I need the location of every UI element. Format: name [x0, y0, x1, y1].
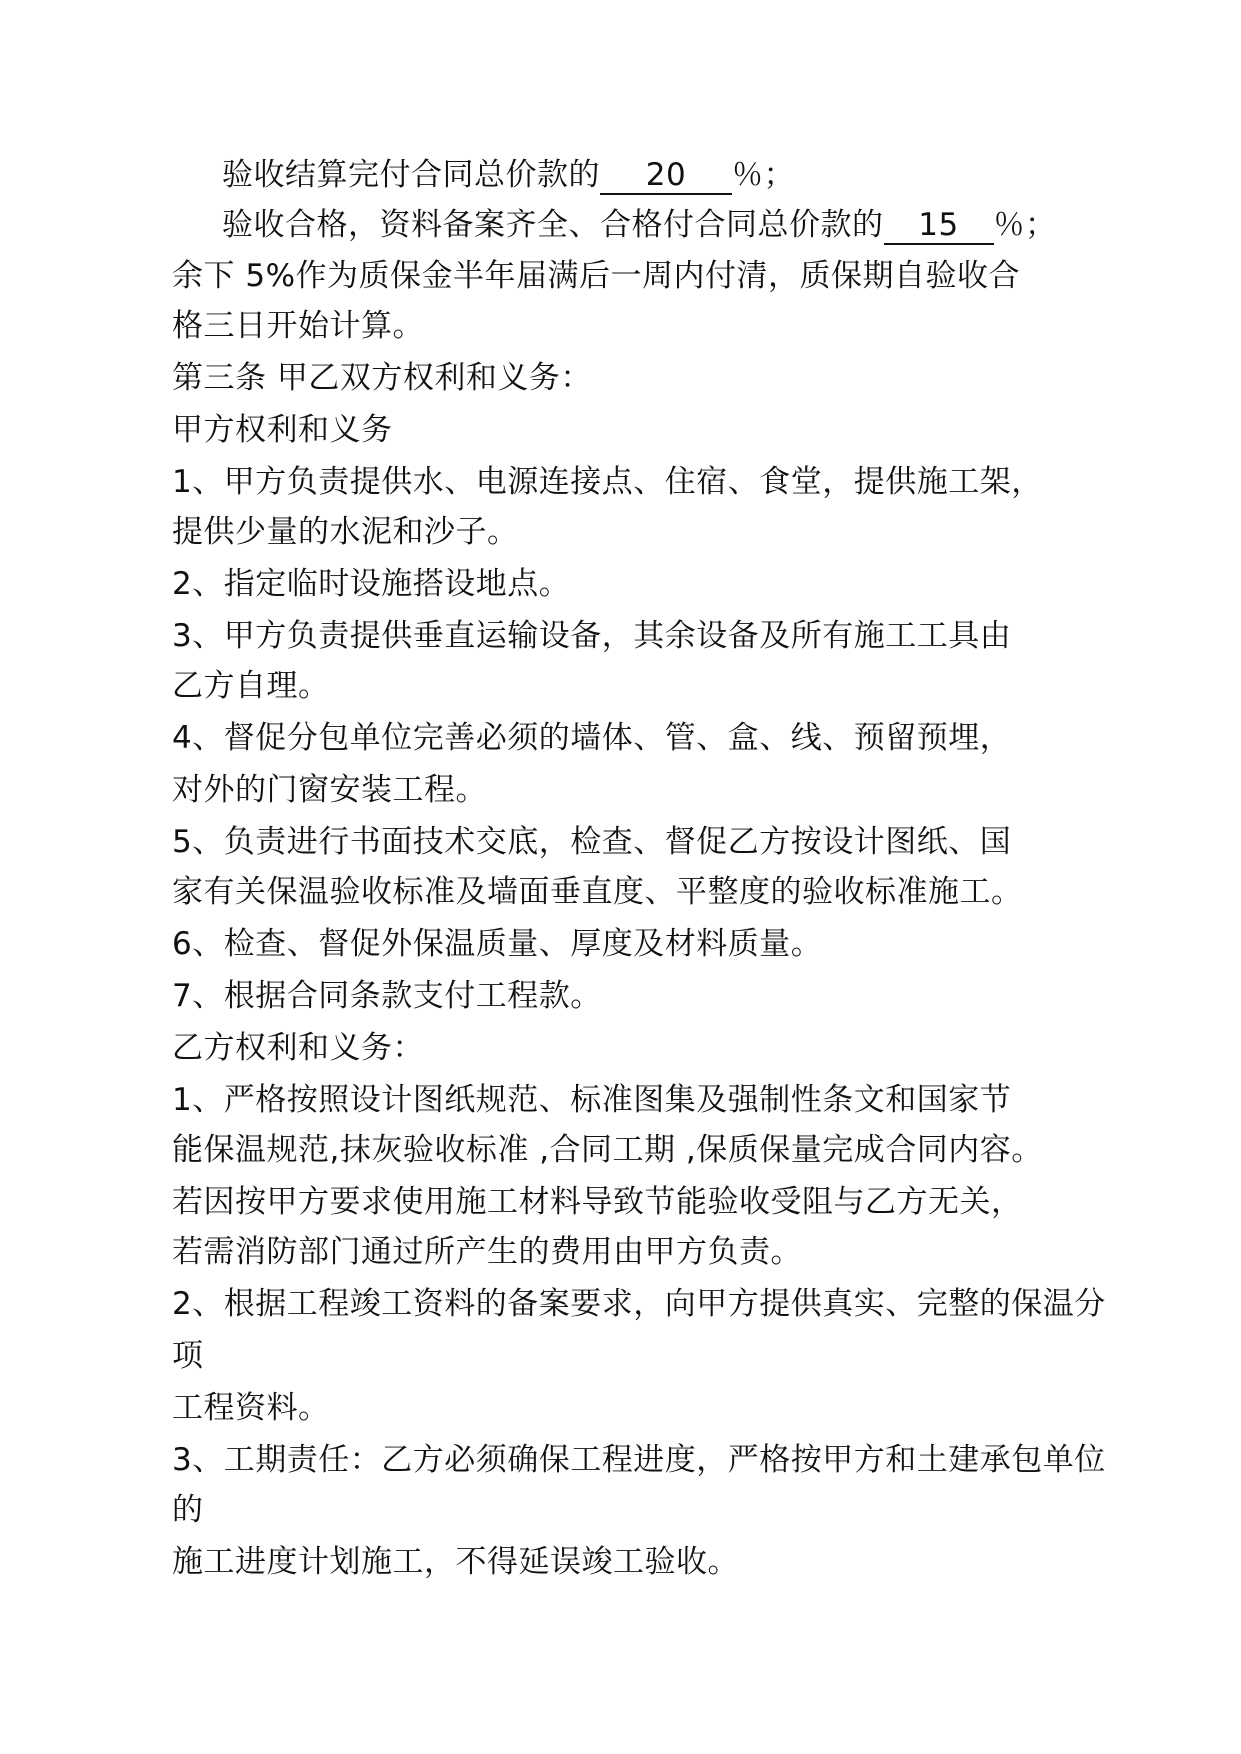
- payment-percent-blank-2: 15: [884, 207, 994, 245]
- party-a-line: 2、指定临时设施搭设地点。: [172, 566, 571, 602]
- payment-line-3: 余下 5%作为质保金半年届满后一周内付清，质保期自验收合: [172, 258, 1021, 294]
- party-a-line: 4、督促分包单位完善必须的墙体、管、盒、线、预留预埋，: [172, 720, 1012, 756]
- party-b-line: 若因按甲方要求使用施工材料导致节能验收受阻与乙方无关，: [172, 1184, 1023, 1220]
- payment-percent-blank-1: 20: [600, 157, 732, 195]
- party-a-line: 5、负责进行书面技术交底，检查、督促乙方按设计图纸、国: [172, 824, 1012, 860]
- party-b-line: 能保温规范,抹灰验收标准 ,合同工期 ,保质保量完成合同内容。: [172, 1132, 1043, 1168]
- party-b-heading: 乙方权利和义务：: [172, 1030, 424, 1066]
- payment-line-2: [222, 205, 1057, 245]
- payment-line-2-text: 验收合格，资料备案齐全、合格付合同总价款的: [222, 207, 884, 243]
- payment-line-2-suffix: ％；: [993, 207, 1057, 243]
- party-a-line: 家有关保温验收标准及墙面垂直度、平整度的验收标准施工。: [172, 874, 1023, 910]
- article-3-title: 第三条 甲乙双方权利和义务：: [172, 360, 592, 396]
- party-b-line: 的: [172, 1492, 204, 1528]
- party-a-line: 对外的门窗安装工程。: [172, 772, 487, 808]
- party-b-line: 若需消防部门通过所产生的费用由甲方负责。: [172, 1234, 802, 1270]
- party-b-line: 工程资料。: [172, 1390, 330, 1426]
- party-a-line: 1、甲方负责提供水、电源连接点、住宿、食堂，提供施工架，: [172, 464, 1043, 500]
- payment-line-1-suffix: ％；: [732, 157, 795, 193]
- payment-line-1: [222, 155, 795, 195]
- party-b-line: 3、工期责任：乙方必须确保工程进度，严格按甲方和土建承包单位: [172, 1442, 1106, 1478]
- party-b-line: 施工进度计划施工，不得延误竣工验收。: [172, 1544, 739, 1580]
- party-a-line: 乙方自理。: [172, 668, 330, 704]
- party-a-line: 提供少量的水泥和沙子。: [172, 514, 519, 550]
- party-a-line: 6、检查、督促外保温质量、厚度及材料质量。: [172, 926, 823, 962]
- party-b-line: 1、严格按照设计图纸规范、标准图集及强制性条文和国家节: [172, 1082, 1012, 1118]
- payment-line-4: 格三日开始计算。: [172, 308, 424, 344]
- party-a-heading: 甲方权利和义务: [172, 412, 393, 448]
- payment-line-1-text: 验收结算完付合同总价款的: [222, 157, 600, 193]
- party-b-line: 2、根据工程竣工资料的备案要求，向甲方提供真实、完整的保温分: [172, 1286, 1106, 1322]
- party-a-line: 3、甲方负责提供垂直运输设备，其余设备及所有施工工具由: [172, 618, 1012, 654]
- party-a-line: 7、根据合同条款支付工程款。: [172, 978, 602, 1014]
- party-b-line: 项: [172, 1338, 204, 1374]
